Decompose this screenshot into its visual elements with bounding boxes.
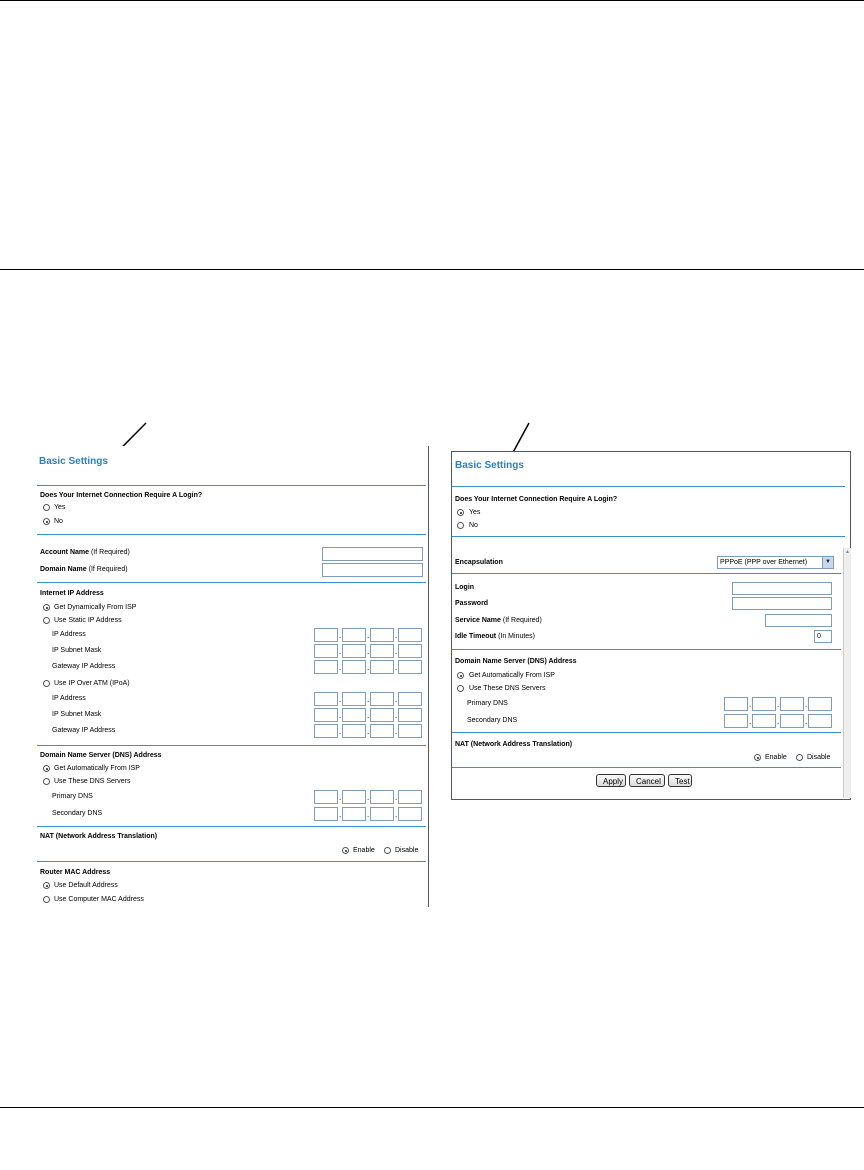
nat-heading: NAT (Network Address Translation) bbox=[40, 833, 158, 840]
mac-computer-radio[interactable] bbox=[43, 896, 50, 903]
dns-use-these-radio[interactable] bbox=[43, 778, 50, 785]
idle-timeout-row bbox=[455, 632, 535, 641]
mac-default-radio[interactable] bbox=[43, 882, 50, 889]
mac-heading: Router MAC Address bbox=[40, 869, 111, 876]
login-yes-radio[interactable] bbox=[43, 504, 50, 511]
login-yes-label: Yes bbox=[54, 504, 66, 511]
password-input[interactable] bbox=[732, 597, 832, 610]
domain-name-label: Domain Name bbox=[40, 566, 87, 573]
secondary-dns-label: Secondary DNS bbox=[467, 717, 518, 724]
encapsulation-value: PPPoE (PPP over Ethernet) bbox=[720, 559, 808, 566]
nat-disable-label: Disable bbox=[395, 847, 419, 854]
login-yes-label: Yes bbox=[469, 509, 481, 516]
page-title: Basic Settings bbox=[39, 456, 108, 467]
ip-subnet-mask-label: IP Subnet Mask bbox=[52, 647, 102, 654]
ip-address-label: IP Address bbox=[52, 631, 86, 638]
login-input[interactable] bbox=[732, 582, 832, 595]
left-basic-settings-panel: Basic Settings Does Your Internet Connection Require A Login? Yes No Account Name (If Required) Domain Name (If Required) Internet IP Address Get Dynamically From ISP Use Static IP Address IP Address . . . IP Subnet Mask . . . Gateway IP Address . . . Use IP Over ATM (IPoA) IP Address . . . IP Subnet Mask . . . Gateway IP Address . . . Domain Name Server (DNS) Address Get Automatically From ISP Use These DNS Servers Primary DNS . . . Secondary DNS . . . NAT (Network Address Translation) Enable Disable Router MAC Address Use Default Address Use Computer MAC Address bbox=[37, 446, 430, 907]
dns-auto-radio[interactable] bbox=[43, 765, 50, 772]
login-no-radio[interactable] bbox=[457, 522, 464, 529]
apply-button[interactable]: Apply bbox=[596, 774, 626, 787]
dns-heading: Domain Name Server (DNS) Address bbox=[40, 752, 162, 759]
nat-enable-radio[interactable] bbox=[342, 847, 349, 854]
idle-timeout-hint: (In Minutes) bbox=[498, 633, 536, 640]
dns-auto-label: Get Automatically From ISP bbox=[54, 765, 140, 772]
dns-use-these-label: Use These DNS Servers bbox=[54, 778, 131, 785]
chevron-down-icon[interactable]: ▼ bbox=[822, 557, 833, 568]
encapsulation-label: Encapsulation bbox=[455, 559, 503, 566]
password-label: Password bbox=[455, 600, 489, 607]
nat-disable-label: Disable bbox=[807, 754, 831, 761]
service-name-hint: (If Required) bbox=[502, 617, 542, 624]
get-dynamic-label: Get Dynamically From ISP bbox=[54, 604, 137, 611]
idle-timeout-label: Idle Timeout bbox=[455, 633, 497, 640]
service-name-row bbox=[455, 616, 542, 625]
right-basic-settings-panel: Basic Settings Does Your Internet Connection Require A Login? Yes No ▲ Encapsulation PPPoE (PPP over Ethernet) ▼ Login Password Service Name (If Required) Idle Timeout (In Minutes) 0 Domain Name Server (DNS) Address Get Automatically From ISP Use These DNS Servers Primary DNS . . . Secondary DNS . . . NAT (Network Address Translation) Enable Disable Apply Cancel Test bbox=[451, 451, 851, 800]
domain-name-row bbox=[40, 565, 128, 574]
cancel-button[interactable]: Cancel bbox=[629, 774, 665, 787]
login-question: Does Your Internet Connection Require A Login? bbox=[455, 496, 618, 503]
gateway-ip-label: Gateway IP Address bbox=[52, 663, 116, 670]
account-name-row bbox=[40, 548, 130, 557]
idle-timeout-input[interactable]: 0 bbox=[814, 630, 832, 643]
nat-disable-radio[interactable] bbox=[796, 754, 803, 761]
ipoa-subnet-mask-label: IP Subnet Mask bbox=[52, 711, 102, 718]
scrollbar[interactable]: ▲ bbox=[843, 548, 851, 798]
use-ipoa-radio[interactable] bbox=[43, 680, 50, 687]
test-button[interactable]: Test bbox=[668, 774, 692, 787]
mac-computer-label: Use Computer MAC Address bbox=[54, 896, 144, 903]
account-name-label: Account Name bbox=[40, 549, 90, 556]
domain-name-hint: (If Required) bbox=[88, 566, 128, 573]
domain-name-input[interactable] bbox=[322, 563, 423, 577]
get-dynamic-radio[interactable] bbox=[43, 604, 50, 611]
account-name-input[interactable] bbox=[322, 547, 423, 561]
ipoa-gateway-ip-label: Gateway IP Address bbox=[52, 727, 116, 734]
service-name-label: Service Name bbox=[455, 617, 501, 624]
primary-dns-label: Primary DNS bbox=[467, 700, 508, 707]
dns-auto-radio[interactable] bbox=[457, 672, 464, 679]
login-no-radio[interactable] bbox=[43, 518, 50, 525]
use-static-ip-label: Use Static IP Address bbox=[54, 617, 122, 624]
use-ipoa-label: Use IP Over ATM (IPoA) bbox=[54, 680, 130, 687]
use-static-ip-radio[interactable] bbox=[43, 617, 50, 624]
primary-dns-label: Primary DNS bbox=[52, 793, 93, 800]
login-no-label: No bbox=[54, 518, 63, 525]
mac-default-label: Use Default Address bbox=[54, 882, 118, 889]
account-name-hint: (If Required) bbox=[90, 549, 130, 556]
nat-enable-label: Enable bbox=[353, 847, 375, 854]
service-name-input[interactable] bbox=[765, 614, 832, 627]
dns-use-these-label: Use These DNS Servers bbox=[469, 685, 546, 692]
nat-heading: NAT (Network Address Translation) bbox=[455, 741, 573, 748]
dns-heading: Domain Name Server (DNS) Address bbox=[455, 658, 577, 665]
nat-enable-label: Enable bbox=[765, 754, 787, 761]
login-yes-radio[interactable] bbox=[457, 509, 464, 516]
login-label: Login bbox=[455, 584, 475, 591]
login-question: Does Your Internet Connection Require A Login? bbox=[40, 492, 203, 499]
nat-disable-radio[interactable] bbox=[384, 847, 391, 854]
ipoa-ip-address-label: IP Address bbox=[52, 695, 86, 702]
login-no-label: No bbox=[469, 522, 478, 529]
dns-auto-label: Get Automatically From ISP bbox=[469, 672, 555, 679]
secondary-dns-label: Secondary DNS bbox=[52, 810, 103, 817]
page-title: Basic Settings bbox=[455, 460, 524, 471]
internet-ip-heading: Internet IP Address bbox=[40, 590, 104, 597]
dns-use-these-radio[interactable] bbox=[457, 685, 464, 692]
nat-enable-radio[interactable] bbox=[754, 754, 761, 761]
encapsulation-select[interactable] bbox=[717, 556, 834, 569]
